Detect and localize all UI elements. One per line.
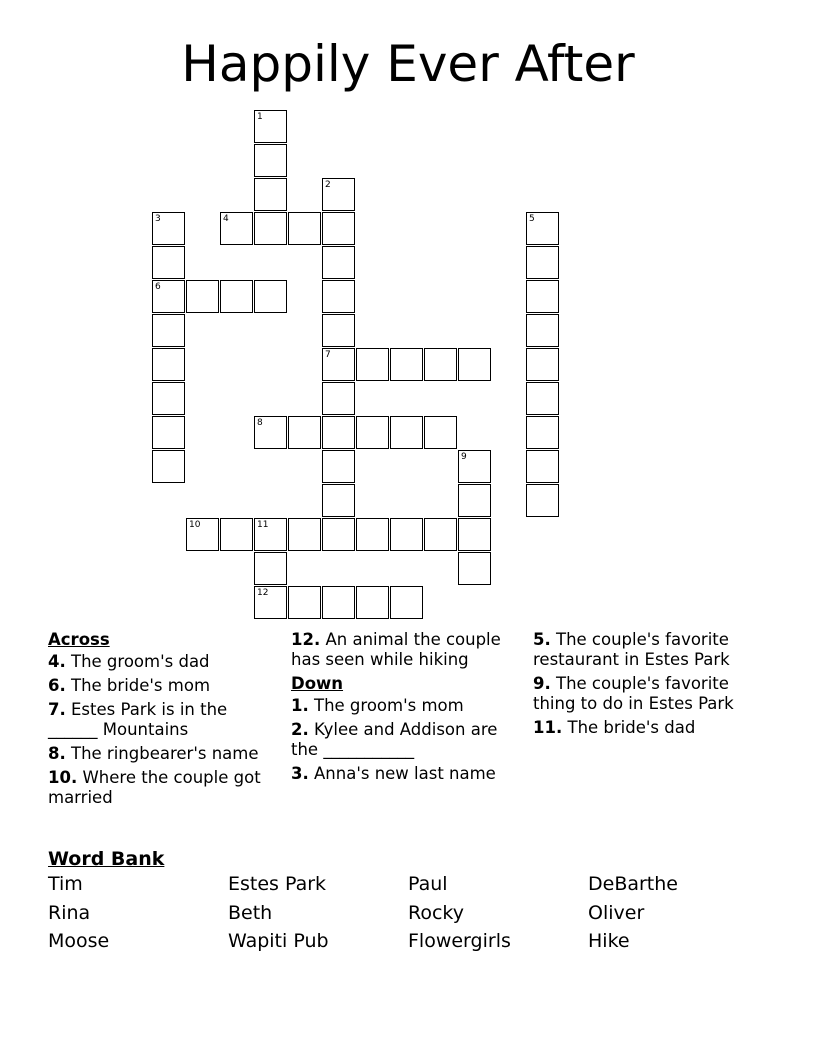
clue-number: 11 — [257, 520, 269, 530]
grid-cell[interactable] — [356, 518, 389, 551]
down-clue-11: 11. The bride's dad — [533, 718, 696, 737]
across-clue-8: 8. The ringbearer's name — [48, 744, 259, 763]
grid-cell[interactable] — [220, 212, 253, 245]
grid-cell[interactable] — [526, 280, 559, 313]
grid-cell[interactable] — [152, 314, 185, 347]
grid-cell[interactable] — [152, 348, 185, 381]
across-clue-12: 12. An animal the couple has seen while hiking — [291, 630, 501, 669]
clue-number: 2 — [325, 180, 331, 190]
clues-column-3 — [533, 630, 773, 742]
grid-cell[interactable] — [288, 416, 321, 449]
clue-number: 7 — [325, 350, 331, 360]
clue-number: 8 — [257, 418, 263, 428]
word-bank-item: Beth — [228, 901, 273, 924]
grid-cell[interactable] — [322, 586, 355, 619]
across-clue-7: 7. Estes Park is in the ______ Mountains — [48, 700, 228, 739]
grid-cell[interactable] — [458, 450, 491, 483]
grid-cell[interactable] — [254, 144, 287, 177]
grid-cell[interactable] — [322, 416, 355, 449]
down-clue-5: 5. The couple's favorite restaurant in Estes Park — [533, 630, 730, 669]
grid-cell[interactable] — [526, 212, 559, 245]
grid-cell[interactable] — [526, 484, 559, 517]
clue-number: 12 — [257, 588, 269, 598]
word-bank-item: Wapiti Pub — [228, 930, 329, 952]
grid-cell[interactable] — [254, 586, 287, 619]
clues-column-1 — [48, 630, 273, 812]
grid-cell[interactable] — [220, 280, 253, 313]
word-bank — [48, 873, 768, 959]
grid-cell[interactable] — [254, 518, 287, 551]
grid-cell[interactable] — [424, 348, 457, 381]
word-bank-item: Paul — [408, 873, 448, 895]
clues-column-2 — [291, 630, 523, 788]
grid-cell[interactable] — [152, 212, 185, 245]
grid-cell[interactable] — [390, 586, 423, 619]
across-clue-10: 10. Where the couple got married — [48, 768, 261, 807]
down-clue-2: 2. Kylee and Addison are the ___________ — [291, 720, 498, 759]
grid-cell[interactable] — [458, 518, 491, 551]
clue-number: 3 — [155, 214, 161, 224]
clue-number: 9 — [461, 452, 467, 462]
grid-cell[interactable] — [322, 280, 355, 313]
across-clue-4: 4. The groom's dad — [48, 652, 210, 671]
word-bank-item: Rocky — [408, 901, 464, 924]
grid-cell[interactable] — [526, 382, 559, 415]
grid-cell[interactable] — [288, 586, 321, 619]
grid-cell[interactable] — [152, 450, 185, 483]
grid-cell[interactable] — [424, 416, 457, 449]
clue-number: 10 — [189, 520, 201, 530]
grid-cell[interactable] — [526, 314, 559, 347]
grid-cell[interactable] — [220, 518, 253, 551]
down-clue-9: 9. The couple's favorite thing to do in Estes Park — [533, 674, 734, 713]
grid-cell[interactable] — [254, 280, 287, 313]
grid-cell[interactable] — [254, 178, 287, 211]
grid-cell[interactable] — [254, 212, 287, 245]
word-bank-item: Tim — [48, 873, 83, 895]
word-bank-item: Oliver — [588, 901, 645, 924]
grid-cell[interactable] — [458, 348, 491, 381]
grid-cell[interactable] — [322, 178, 355, 211]
grid-cell[interactable] — [322, 484, 355, 517]
clue-number: 5 — [529, 214, 535, 224]
word-bank-item: Estes Park — [228, 873, 327, 895]
down-clue-1: 1. The groom's mom — [291, 696, 464, 715]
grid-cell[interactable] — [152, 280, 185, 313]
page-title: Happily Ever After — [181, 35, 635, 93]
grid-cell[interactable] — [322, 518, 355, 551]
grid-cell[interactable] — [458, 484, 491, 517]
grid-cell[interactable] — [356, 586, 389, 619]
grid-cell[interactable] — [254, 552, 287, 585]
down-clue-3: 3. Anna's new last name — [291, 764, 496, 783]
grid-cell[interactable] — [526, 450, 559, 483]
down-heading: Down — [291, 674, 344, 693]
grid-cell[interactable] — [152, 382, 185, 415]
grid-cell[interactable] — [288, 212, 321, 245]
grid-cell[interactable] — [254, 110, 287, 143]
clue-number: 6 — [155, 282, 161, 292]
grid-cell[interactable] — [458, 552, 491, 585]
across-clue-6: 6. The bride's mom — [48, 676, 211, 695]
grid-cell[interactable] — [322, 450, 355, 483]
grid-cell[interactable] — [356, 416, 389, 449]
word-bank-item: Moose — [48, 930, 110, 952]
grid-cell[interactable] — [390, 348, 423, 381]
grid-cell[interactable] — [356, 348, 389, 381]
clue-number: 4 — [223, 214, 229, 224]
word-bank-item: Rina — [48, 901, 91, 924]
grid-cell[interactable] — [526, 416, 559, 449]
grid-cell[interactable] — [254, 416, 287, 449]
grid-cell[interactable] — [526, 348, 559, 381]
grid-cell[interactable] — [186, 280, 219, 313]
word-bank-heading: Word Bank — [48, 848, 165, 870]
grid-cell[interactable] — [288, 518, 321, 551]
grid-cell[interactable] — [322, 246, 355, 279]
grid-cell[interactable] — [390, 518, 423, 551]
grid-cell[interactable] — [322, 314, 355, 347]
grid-cell[interactable] — [390, 416, 423, 449]
grid-cell[interactable] — [322, 382, 355, 415]
across-heading: Across — [48, 630, 110, 649]
grid-cell[interactable] — [526, 246, 559, 279]
grid-cell[interactable] — [152, 416, 185, 449]
grid-cell[interactable] — [322, 212, 355, 245]
clue-number: 1 — [257, 112, 263, 122]
word-bank-item: DeBarthe — [588, 873, 678, 895]
grid-cell[interactable] — [322, 348, 355, 381]
word-bank-item: Flowergirls — [408, 930, 511, 952]
grid-cell[interactable] — [186, 518, 219, 551]
word-bank-item: Hike — [588, 930, 630, 952]
grid-cell[interactable] — [424, 518, 457, 551]
grid-cell[interactable] — [152, 246, 185, 279]
